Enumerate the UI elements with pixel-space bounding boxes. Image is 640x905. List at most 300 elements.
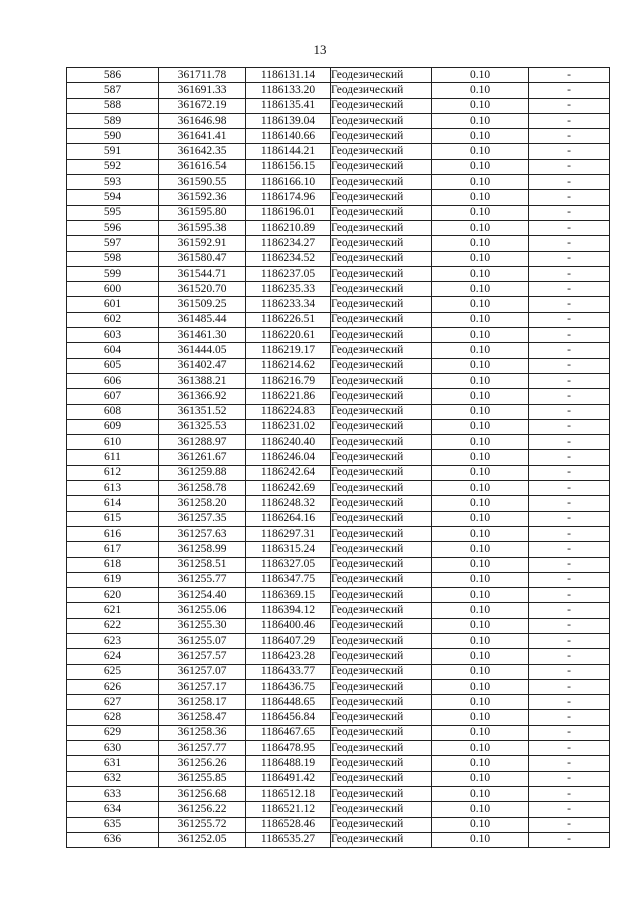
x-coordinate-cell: 361258.99 [159, 542, 246, 557]
table-row [67, 526, 610, 541]
method-cell: Геодезический [331, 526, 432, 541]
x-coordinate-cell: 361444.05 [159, 343, 246, 358]
y-coordinate-cell: 1186242.69 [246, 481, 331, 496]
table-row [67, 557, 610, 572]
accuracy-cell: 0.10 [432, 771, 529, 786]
note-cell: - [529, 756, 610, 771]
table-row [67, 113, 610, 128]
note-cell: - [529, 557, 610, 572]
method-cell: Геодезический [331, 266, 432, 281]
x-coordinate-cell: 361258.36 [159, 725, 246, 740]
y-coordinate-cell: 1186488.19 [246, 756, 331, 771]
note-cell: - [529, 679, 610, 694]
table-row [67, 542, 610, 557]
accuracy-cell: 0.10 [432, 404, 529, 419]
accuracy-cell: 0.10 [432, 83, 529, 98]
y-coordinate-cell: 1186436.75 [246, 679, 331, 694]
accuracy-cell: 0.10 [432, 220, 529, 235]
y-coordinate-cell: 1186456.84 [246, 710, 331, 725]
x-coordinate-cell: 361592.91 [159, 236, 246, 251]
table-row [67, 419, 610, 434]
point-number-cell: 616 [67, 526, 159, 541]
table-row [67, 786, 610, 801]
y-coordinate-cell: 1186140.66 [246, 129, 331, 144]
y-coordinate-cell: 1186242.64 [246, 465, 331, 480]
note-cell: - [529, 389, 610, 404]
method-cell: Геодезический [331, 557, 432, 572]
x-coordinate-cell: 361351.52 [159, 404, 246, 419]
table-row [67, 282, 610, 297]
table-row [67, 343, 610, 358]
point-number-cell: 588 [67, 98, 159, 113]
x-coordinate-cell: 361711.78 [159, 68, 246, 83]
table-row [67, 817, 610, 832]
point-number-cell: 602 [67, 312, 159, 327]
y-coordinate-cell: 1186210.89 [246, 220, 331, 235]
table-row [67, 220, 610, 235]
accuracy-cell: 0.10 [432, 205, 529, 220]
y-coordinate-cell: 1186226.51 [246, 312, 331, 327]
accuracy-cell: 0.10 [432, 113, 529, 128]
x-coordinate-cell: 361255.06 [159, 603, 246, 618]
note-cell: - [529, 496, 610, 511]
note-cell: - [529, 343, 610, 358]
y-coordinate-cell: 1186327.05 [246, 557, 331, 572]
accuracy-cell: 0.10 [432, 98, 529, 113]
accuracy-cell: 0.10 [432, 159, 529, 174]
y-coordinate-cell: 1186400.46 [246, 618, 331, 633]
note-cell: - [529, 282, 610, 297]
point-number-cell: 611 [67, 450, 159, 465]
x-coordinate-cell: 361544.71 [159, 266, 246, 281]
point-number-cell: 635 [67, 817, 159, 832]
note-cell: - [529, 328, 610, 343]
y-coordinate-cell: 1186394.12 [246, 603, 331, 618]
y-coordinate-cell: 1186535.27 [246, 832, 331, 847]
table-row [67, 802, 610, 817]
x-coordinate-cell: 361261.67 [159, 450, 246, 465]
x-coordinate-cell: 361595.38 [159, 220, 246, 235]
x-coordinate-cell: 361255.30 [159, 618, 246, 633]
accuracy-cell: 0.10 [432, 649, 529, 664]
note-cell: - [529, 771, 610, 786]
y-coordinate-cell: 1186131.14 [246, 68, 331, 83]
y-coordinate-cell: 1186133.20 [246, 83, 331, 98]
method-cell: Геодезический [331, 129, 432, 144]
note-cell: - [529, 266, 610, 281]
point-number-cell: 589 [67, 113, 159, 128]
accuracy-cell: 0.10 [432, 435, 529, 450]
table-row [67, 649, 610, 664]
table-row [67, 511, 610, 526]
method-cell: Геодезический [331, 190, 432, 205]
note-cell: - [529, 817, 610, 832]
point-number-cell: 600 [67, 282, 159, 297]
method-cell: Геодезический [331, 236, 432, 251]
x-coordinate-cell: 361691.33 [159, 83, 246, 98]
y-coordinate-cell: 1186264.16 [246, 511, 331, 526]
table-row [67, 664, 610, 679]
x-coordinate-cell: 361590.55 [159, 175, 246, 190]
x-coordinate-cell: 361256.22 [159, 802, 246, 817]
note-cell: - [529, 404, 610, 419]
x-coordinate-cell: 361520.70 [159, 282, 246, 297]
y-coordinate-cell: 1186347.75 [246, 572, 331, 587]
note-cell: - [529, 741, 610, 756]
table-row [67, 205, 610, 220]
point-number-cell: 586 [67, 68, 159, 83]
note-cell: - [529, 802, 610, 817]
table-row [67, 679, 610, 694]
y-coordinate-cell: 1186234.52 [246, 251, 331, 266]
y-coordinate-cell: 1186231.02 [246, 419, 331, 434]
note-cell: - [529, 220, 610, 235]
table-row [67, 98, 610, 113]
x-coordinate-cell: 361366.92 [159, 389, 246, 404]
y-coordinate-cell: 1186246.04 [246, 450, 331, 465]
x-coordinate-cell: 361641.41 [159, 129, 246, 144]
accuracy-cell: 0.10 [432, 695, 529, 710]
y-coordinate-cell: 1186144.21 [246, 144, 331, 159]
accuracy-cell: 0.10 [432, 481, 529, 496]
table-row [67, 710, 610, 725]
x-coordinate-cell: 361257.07 [159, 664, 246, 679]
point-number-cell: 621 [67, 603, 159, 618]
method-cell: Геодезический [331, 511, 432, 526]
table-row [67, 496, 610, 511]
method-cell: Геодезический [331, 343, 432, 358]
method-cell: Геодезический [331, 450, 432, 465]
method-cell: Геодезический [331, 83, 432, 98]
y-coordinate-cell: 1186166.10 [246, 175, 331, 190]
note-cell: - [529, 144, 610, 159]
note-cell: - [529, 725, 610, 740]
accuracy-cell: 0.10 [432, 389, 529, 404]
accuracy-cell: 0.10 [432, 144, 529, 159]
x-coordinate-cell: 361255.72 [159, 817, 246, 832]
table-row [67, 695, 610, 710]
method-cell: Геодезический [331, 220, 432, 235]
method-cell: Геодезический [331, 695, 432, 710]
x-coordinate-cell: 361256.26 [159, 756, 246, 771]
method-cell: Геодезический [331, 603, 432, 618]
point-number-cell: 609 [67, 419, 159, 434]
point-number-cell: 634 [67, 802, 159, 817]
x-coordinate-cell: 361258.78 [159, 481, 246, 496]
y-coordinate-cell: 1186237.05 [246, 266, 331, 281]
y-coordinate-cell: 1186407.29 [246, 633, 331, 648]
note-cell: - [529, 68, 610, 83]
accuracy-cell: 0.10 [432, 526, 529, 541]
table-row [67, 358, 610, 373]
note-cell: - [529, 664, 610, 679]
note-cell: - [529, 358, 610, 373]
point-number-cell: 603 [67, 328, 159, 343]
x-coordinate-cell: 361257.77 [159, 741, 246, 756]
table-row [67, 159, 610, 174]
x-coordinate-cell: 361288.97 [159, 435, 246, 450]
method-cell: Геодезический [331, 251, 432, 266]
y-coordinate-cell: 1186233.34 [246, 297, 331, 312]
point-number-cell: 625 [67, 664, 159, 679]
point-number-cell: 592 [67, 159, 159, 174]
note-cell: - [529, 572, 610, 587]
x-coordinate-cell: 361252.05 [159, 832, 246, 847]
y-coordinate-cell: 1186196.01 [246, 205, 331, 220]
accuracy-cell: 0.10 [432, 343, 529, 358]
point-number-cell: 631 [67, 756, 159, 771]
point-number-cell: 617 [67, 542, 159, 557]
accuracy-cell: 0.10 [432, 710, 529, 725]
x-coordinate-cell: 361259.88 [159, 465, 246, 480]
note-cell: - [529, 450, 610, 465]
point-number-cell: 622 [67, 618, 159, 633]
note-cell: - [529, 419, 610, 434]
accuracy-cell: 0.10 [432, 129, 529, 144]
accuracy-cell: 0.10 [432, 511, 529, 526]
note-cell: - [529, 236, 610, 251]
point-number-cell: 601 [67, 297, 159, 312]
accuracy-cell: 0.10 [432, 786, 529, 801]
x-coordinate-cell: 361254.40 [159, 588, 246, 603]
y-coordinate-cell: 1186248.32 [246, 496, 331, 511]
point-number-cell: 624 [67, 649, 159, 664]
coordinates-table-body [67, 68, 610, 848]
method-cell: Геодезический [331, 205, 432, 220]
x-coordinate-cell: 361258.47 [159, 710, 246, 725]
method-cell: Геодезический [331, 817, 432, 832]
y-coordinate-cell: 1186135.41 [246, 98, 331, 113]
table-row [67, 312, 610, 327]
x-coordinate-cell: 361616.54 [159, 159, 246, 174]
note-cell: - [529, 312, 610, 327]
method-cell: Геодезический [331, 98, 432, 113]
note-cell: - [529, 832, 610, 847]
point-number-cell: 614 [67, 496, 159, 511]
method-cell: Геодезический [331, 542, 432, 557]
accuracy-cell: 0.10 [432, 266, 529, 281]
note-cell: - [529, 603, 610, 618]
point-number-cell: 633 [67, 786, 159, 801]
point-number-cell: 623 [67, 633, 159, 648]
accuracy-cell: 0.10 [432, 251, 529, 266]
accuracy-cell: 0.10 [432, 664, 529, 679]
table-row [67, 465, 610, 480]
note-cell: - [529, 129, 610, 144]
point-number-cell: 630 [67, 741, 159, 756]
method-cell: Геодезический [331, 771, 432, 786]
x-coordinate-cell: 361642.35 [159, 144, 246, 159]
table-row [67, 297, 610, 312]
y-coordinate-cell: 1186174.96 [246, 190, 331, 205]
method-cell: Геодезический [331, 633, 432, 648]
point-number-cell: 606 [67, 373, 159, 388]
table-row [67, 236, 610, 251]
accuracy-cell: 0.10 [432, 756, 529, 771]
coordinates-table [66, 67, 610, 848]
y-coordinate-cell: 1186369.15 [246, 588, 331, 603]
x-coordinate-cell: 361325.53 [159, 419, 246, 434]
point-number-cell: 632 [67, 771, 159, 786]
note-cell: - [529, 618, 610, 633]
table-row [67, 190, 610, 205]
method-cell: Геодезический [331, 741, 432, 756]
accuracy-cell: 0.10 [432, 450, 529, 465]
method-cell: Геодезический [331, 756, 432, 771]
x-coordinate-cell: 361255.07 [159, 633, 246, 648]
x-coordinate-cell: 361672.19 [159, 98, 246, 113]
note-cell: - [529, 649, 610, 664]
x-coordinate-cell: 361646.98 [159, 113, 246, 128]
y-coordinate-cell: 1186156.15 [246, 159, 331, 174]
table-row [67, 603, 610, 618]
note-cell: - [529, 297, 610, 312]
note-cell: - [529, 251, 610, 266]
point-number-cell: 594 [67, 190, 159, 205]
accuracy-cell: 0.10 [432, 633, 529, 648]
y-coordinate-cell: 1186297.31 [246, 526, 331, 541]
accuracy-cell: 0.10 [432, 603, 529, 618]
x-coordinate-cell: 361255.77 [159, 572, 246, 587]
note-cell: - [529, 190, 610, 205]
accuracy-cell: 0.10 [432, 572, 529, 587]
table-row [67, 725, 610, 740]
method-cell: Геодезический [331, 297, 432, 312]
accuracy-cell: 0.10 [432, 741, 529, 756]
point-number-cell: 627 [67, 695, 159, 710]
table-row [67, 572, 610, 587]
x-coordinate-cell: 361580.47 [159, 251, 246, 266]
accuracy-cell: 0.10 [432, 542, 529, 557]
table-row [67, 328, 610, 343]
y-coordinate-cell: 1186512.18 [246, 786, 331, 801]
point-number-cell: 629 [67, 725, 159, 740]
method-cell: Геодезический [331, 649, 432, 664]
x-coordinate-cell: 361257.17 [159, 679, 246, 694]
point-number-cell: 610 [67, 435, 159, 450]
y-coordinate-cell: 1186224.83 [246, 404, 331, 419]
method-cell: Геодезический [331, 572, 432, 587]
point-number-cell: 607 [67, 389, 159, 404]
accuracy-cell: 0.10 [432, 297, 529, 312]
method-cell: Геодезический [331, 159, 432, 174]
method-cell: Геодезический [331, 373, 432, 388]
method-cell: Геодезический [331, 618, 432, 633]
table-row [67, 389, 610, 404]
accuracy-cell: 0.10 [432, 817, 529, 832]
note-cell: - [529, 373, 610, 388]
method-cell: Геодезический [331, 802, 432, 817]
y-coordinate-cell: 1186216.79 [246, 373, 331, 388]
table-row [67, 832, 610, 847]
y-coordinate-cell: 1186448.65 [246, 695, 331, 710]
note-cell: - [529, 511, 610, 526]
accuracy-cell: 0.10 [432, 175, 529, 190]
point-number-cell: 636 [67, 832, 159, 847]
note-cell: - [529, 175, 610, 190]
accuracy-cell: 0.10 [432, 618, 529, 633]
point-number-cell: 595 [67, 205, 159, 220]
point-number-cell: 612 [67, 465, 159, 480]
method-cell: Геодезический [331, 328, 432, 343]
point-number-cell: 591 [67, 144, 159, 159]
table-row [67, 756, 610, 771]
point-number-cell: 615 [67, 511, 159, 526]
method-cell: Геодезический [331, 588, 432, 603]
point-number-cell: 608 [67, 404, 159, 419]
table-row [67, 618, 610, 633]
table-row [67, 175, 610, 190]
y-coordinate-cell: 1186478.95 [246, 741, 331, 756]
method-cell: Геодезический [331, 389, 432, 404]
method-cell: Геодезический [331, 481, 432, 496]
x-coordinate-cell: 361509.25 [159, 297, 246, 312]
method-cell: Геодезический [331, 496, 432, 511]
y-coordinate-cell: 1186220.61 [246, 328, 331, 343]
y-coordinate-cell: 1186433.77 [246, 664, 331, 679]
note-cell: - [529, 526, 610, 541]
method-cell: Геодезический [331, 113, 432, 128]
y-coordinate-cell: 1186214.62 [246, 358, 331, 373]
accuracy-cell: 0.10 [432, 465, 529, 480]
x-coordinate-cell: 361402.47 [159, 358, 246, 373]
point-number-cell: 596 [67, 220, 159, 235]
note-cell: - [529, 481, 610, 496]
table-row [67, 373, 610, 388]
table-row [67, 481, 610, 496]
method-cell: Геодезический [331, 175, 432, 190]
note-cell: - [529, 465, 610, 480]
x-coordinate-cell: 361257.63 [159, 526, 246, 541]
y-coordinate-cell: 1186240.40 [246, 435, 331, 450]
method-cell: Геодезический [331, 282, 432, 297]
accuracy-cell: 0.10 [432, 236, 529, 251]
accuracy-cell: 0.10 [432, 282, 529, 297]
note-cell: - [529, 786, 610, 801]
accuracy-cell: 0.10 [432, 679, 529, 694]
table-row [67, 144, 610, 159]
y-coordinate-cell: 1186521.12 [246, 802, 331, 817]
point-number-cell: 628 [67, 710, 159, 725]
method-cell: Геодезический [331, 435, 432, 450]
accuracy-cell: 0.10 [432, 725, 529, 740]
y-coordinate-cell: 1186219.17 [246, 343, 331, 358]
note-cell: - [529, 113, 610, 128]
y-coordinate-cell: 1186221.86 [246, 389, 331, 404]
accuracy-cell: 0.10 [432, 190, 529, 205]
note-cell: - [529, 435, 610, 450]
note-cell: - [529, 695, 610, 710]
note-cell: - [529, 633, 610, 648]
y-coordinate-cell: 1186234.27 [246, 236, 331, 251]
point-number-cell: 604 [67, 343, 159, 358]
y-coordinate-cell: 1186528.46 [246, 817, 331, 832]
point-number-cell: 590 [67, 129, 159, 144]
point-number-cell: 618 [67, 557, 159, 572]
table-row [67, 251, 610, 266]
accuracy-cell: 0.10 [432, 419, 529, 434]
method-cell: Геодезический [331, 144, 432, 159]
x-coordinate-cell: 361595.80 [159, 205, 246, 220]
method-cell: Геодезический [331, 312, 432, 327]
method-cell: Геодезический [331, 725, 432, 740]
x-coordinate-cell: 361388.21 [159, 373, 246, 388]
accuracy-cell: 0.10 [432, 312, 529, 327]
page-number: 13 [313, 42, 327, 57]
method-cell: Геодезический [331, 419, 432, 434]
accuracy-cell: 0.10 [432, 328, 529, 343]
note-cell: - [529, 205, 610, 220]
